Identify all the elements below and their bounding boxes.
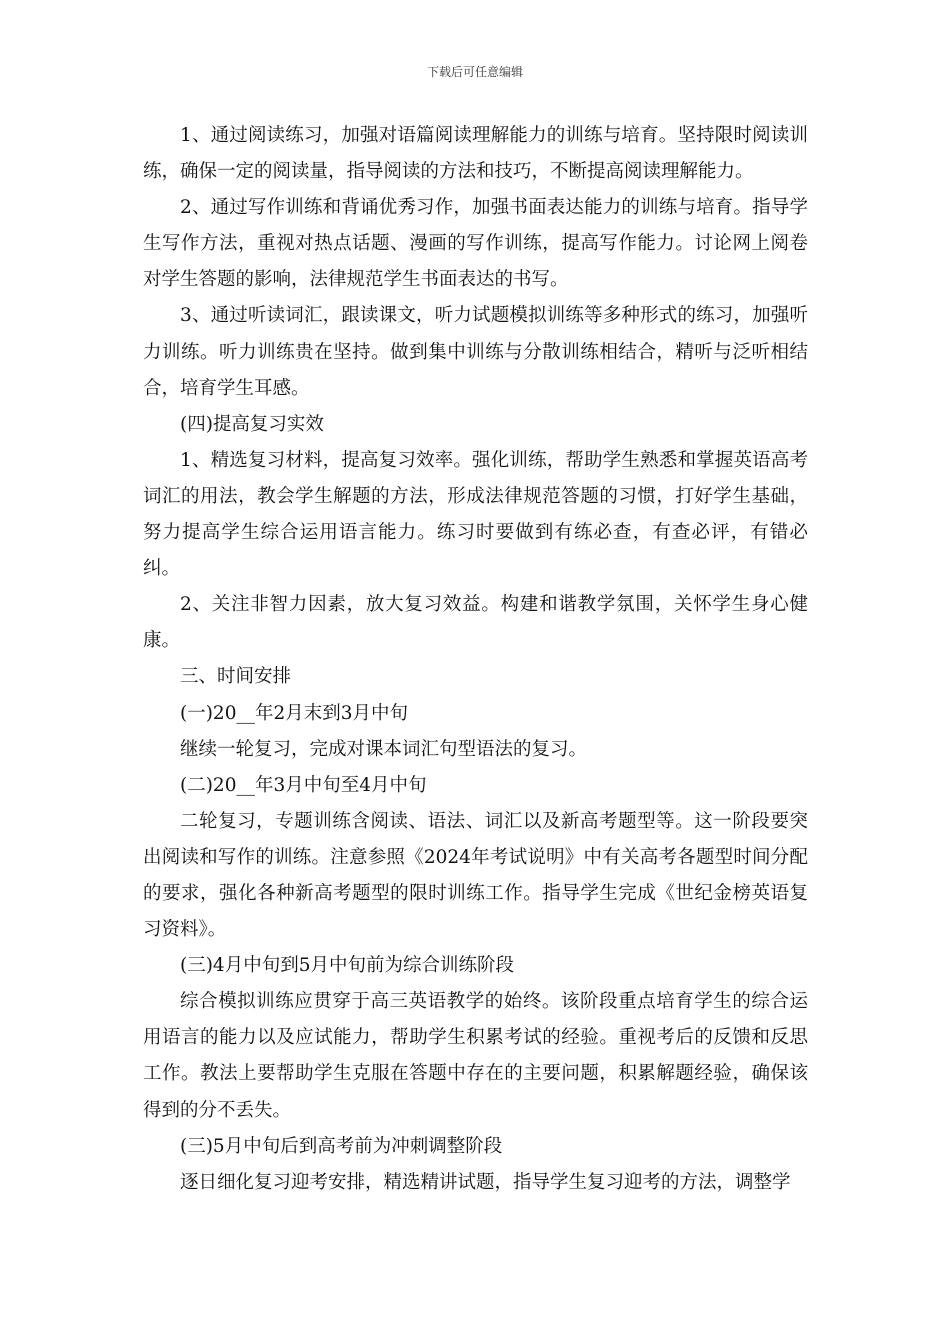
paragraph-select-materials: 1、精选复习材料，提高复习效率。强化训练，帮助学生熟悉和掌握英语高考词汇的用法，教会学生解题的方法，形成法律规范答题的习惯，打好学生基础，努力提高学生综合运用语言能力。练习时要做到有练必查，有查必评，有错必纠。: [143, 449, 808, 580]
section-heading-review-effectiveness: (四)提高复习实效: [180, 413, 324, 435]
schedule-heading-phase-3: (三)4月中旬到5月中旬前为综合训练阶段: [180, 955, 514, 977]
schedule-heading-phase-2: (二)20__年3月中旬至4月中旬: [180, 774, 427, 796]
schedule-heading-phase-1: (一)20__年2月末到3月中旬: [180, 702, 409, 724]
document-body: [143, 118, 808, 1201]
paragraph-phase-2: 二轮复习，专题训练含阅读、语法、词汇以及新高考题型等。这一阶段要突出阅读和写作的训练。注意参照《2024年考试说明》中有关高考各题型时间分配的要求，强化各种新高考题型的限时训练工作。指导学生完成《世纪金榜英语复习资料》。: [143, 810, 808, 941]
paragraph-phase-3: 综合模拟训练应贯穿于高三英语教学的始终。该阶段重点培育学生的综合运用语言的能力以及应试能力，帮助学生积累考试的经验。重视考后的反馈和反思工作。教法上要帮助学生克服在答题中存在的主要问题，积累解题经验，确保该得到的分不丢失。: [143, 991, 808, 1121]
section-heading-schedule: 三、时间安排: [180, 666, 292, 688]
paragraph-reading-practice: 1、通过阅读练习，加强对语篇阅读理解能力的训练与培育。坚持限时阅读训练，确保一定的阅读量，指导阅读的方法和技巧，不断提高阅读理解能力。: [143, 125, 808, 183]
paragraph-writing-training: 2、通过写作训练和背诵优秀习作，加强书面表达能力的训练与培育。指导学生写作方法，重视对热点话题、漫画的写作训练，提高写作能力。讨论网上阅卷对学生答题的影响，法律规范学生书面表达的书写。: [143, 197, 808, 291]
paragraph-listening-training: 3、通过听读词汇，跟读课文，听力试题模拟训练等多种形式的练习，加强听力训练。听力训练贵在坚持。做到集中训练与分散训练相结合，精听与泛听相结合，培育学生耳感。: [143, 305, 808, 399]
paragraph-non-intellectual-factors: 2、关注非智力因素，放大复习效益。构建和谐教学氛围，关怀学生身心健康。: [143, 594, 808, 652]
schedule-heading-phase-4: (三)5月中旬后到高考前为冲刺调整阶段: [180, 1135, 503, 1157]
page-header: 下载后可任意编辑: [426, 65, 523, 79]
paragraph-phase-4: 逐日细化复习迎考安排，精选精讲试题，指导学生复习迎考的方法，调整学: [180, 1171, 791, 1193]
paragraph-phase-1: 继续一轮复习，完成对课本词汇句型语法的复习。: [180, 738, 588, 760]
